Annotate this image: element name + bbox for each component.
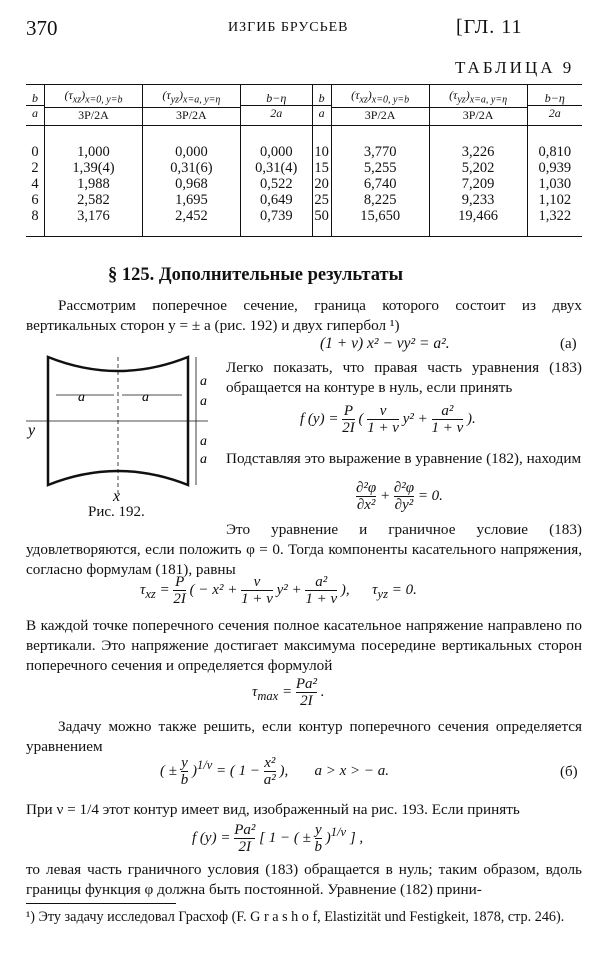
table-cell: 8 xyxy=(31,208,39,225)
paragraph-5: В каждой точке поперечного сечения полное касательное напряжение направлено по вертикали. Это напряжение достигает максимума посередине вертикальных сторон поперечного сечения и определяется формулой xyxy=(26,617,582,674)
section-title: § 125. Дополнительные результаты xyxy=(108,265,404,285)
table-cell: 1,322 xyxy=(527,208,582,237)
footnote-rule xyxy=(26,903,176,904)
table-cell: 3,226 xyxy=(429,126,527,161)
equation-a-tag: (а) xyxy=(560,336,577,352)
equation-f-y: f (y) = $\frac{P}{2I}$ ( $\frac{\nu}{1 + \nu}$ y² + $\frac{\text{a²}}{1 + \nu}$ ). xyxy=(300,403,476,436)
table-caption: ТАБЛИЦА 9 xyxy=(455,58,575,77)
page-number: 370 xyxy=(26,16,58,40)
table-cell: 0,000 xyxy=(142,126,240,161)
equation-tau: $\tau_{xz}$ = $\frac{P}{2I}$ ( − x² + $\frac{\nu}{1 + \nu}$ y² + $\frac{\text{a²}}{1 + \nu}$ ), $\tau_{yz} = 0$. xyxy=(140,574,417,607)
running-title: ИЗГИБ БРУСЬЕВ xyxy=(228,20,349,35)
table-cell: 0,31(6) xyxy=(142,160,240,176)
table-cell: 0,522 xyxy=(240,176,312,192)
table-cell: 15,650 xyxy=(331,208,429,237)
label-a-bottom2: a xyxy=(200,452,207,467)
table-cell: 6,740 xyxy=(331,176,429,192)
table-row xyxy=(26,176,582,192)
table-row xyxy=(26,126,582,161)
footnote: ¹) Эту задачу исследовал Грасхоф (F. G r a s h o f, Elastizität und Festigkeit, 1878, стр. 246). xyxy=(26,909,565,925)
table-cell: 20 xyxy=(312,176,331,192)
paragraph-4: Это уравнение и граничное условие (183) удовлетворяются, если положить φ = 0. Тогда компоненты касательного напряжения, согласно формулам (181), равны xyxy=(26,521,582,578)
label-y-axis: y xyxy=(28,422,36,439)
label-a-left: a xyxy=(78,390,85,405)
table-cell: 8,225 xyxy=(331,192,429,208)
table-cell: 4 xyxy=(31,176,39,193)
figure-caption: Рис. 192. xyxy=(88,504,145,520)
table-cell: 1,030 xyxy=(527,176,582,192)
table-cell: 0,739 xyxy=(240,208,312,237)
label-a-top: a xyxy=(200,374,207,389)
equation-f-y-2: f (y) = $\frac{\text{Pa²}}{2I}$ [ 1 − ( ± $\frac{y}{b}$ )$^{1/\nu}$ ] , xyxy=(192,822,364,855)
equation-b-tag: (б) xyxy=(560,764,578,780)
figure-192 xyxy=(26,345,226,505)
table-header-row: b a $(\tau_{xz})_{x=0, y=b}$ 3P/2A $(\tau_{yz})_{x=a, y=\eta}$ 3P/2A b−η 2a b a $(\tau_{xz})_{x=0, y=b}$ 3P/2A $(\tau_{yz})_{x=a, y=\eta}$ 3P/2A b−η 2a xyxy=(26,85,582,126)
table-cell: 9,233 xyxy=(429,192,527,208)
paragraph-3: Подставляя это выражение в уравнение (182), находим xyxy=(226,450,582,467)
table-cell: 1,39(4) xyxy=(45,160,143,176)
table-row xyxy=(26,192,582,208)
table-cell: 3,176 xyxy=(45,208,143,237)
table-row xyxy=(26,208,582,237)
table-cell: 0,31(4) xyxy=(240,160,312,176)
table-cell: 1,000 xyxy=(45,126,143,161)
table-cell: 25 xyxy=(312,192,331,208)
table-cell: 0,968 xyxy=(142,176,240,192)
data-table xyxy=(26,84,582,237)
table-cell: 10 xyxy=(312,126,331,161)
table-cell: 3,770 xyxy=(331,126,429,161)
table-cell: 2,452 xyxy=(142,208,240,237)
table-cell: 15 xyxy=(312,160,331,176)
equation-b: ( ± $\frac{y}{b}$ )$^{1/\nu}$ = ( 1 − $\frac{\text{x²}}{\text{a²}}$ ), a > x > − a. xyxy=(160,755,390,788)
table-cell: 2 xyxy=(31,160,39,177)
chapter-label: [ГЛ. 11 xyxy=(456,16,523,38)
table-cell: 5,202 xyxy=(429,160,527,176)
table-cell: 1,695 xyxy=(142,192,240,208)
table-cell: 0,649 xyxy=(240,192,312,208)
paragraph-6: Задачу можно также решить, если контур поперечного сечения определяется уравнением xyxy=(26,718,582,755)
table-cell: 7,209 xyxy=(429,176,527,192)
label-a-top2: a xyxy=(200,394,207,409)
equation-laplace: $\frac{\text{∂²φ}}{\text{∂x²}}$ + $\frac{\text{∂²φ}}{\text{∂y²}}$ = 0. xyxy=(356,480,443,513)
table-cell: 2,582 xyxy=(45,192,143,208)
equation-tau-max: $\tau_{max}$ = $\frac{\text{Pa²}}{2I}$ . xyxy=(252,676,325,709)
table-cell: 6 xyxy=(31,192,39,209)
table-cell: 0,000 xyxy=(240,126,312,161)
label-a-right: a xyxy=(142,390,149,405)
table-row xyxy=(26,160,582,176)
paragraph-2: Легко показать, что правая часть уравнения (183) обращается на контуре в нуль, если принять xyxy=(226,359,582,396)
table-cell: 5,255 xyxy=(331,160,429,176)
table-cell: 0 xyxy=(31,144,39,161)
paragraph-7: При ν = 1/4 этот контур имеет вид, изображенный на рис. 193. Если принять xyxy=(26,801,520,818)
table-cell: 0,810 xyxy=(527,126,582,161)
paragraph-1: Рассмотрим поперечное сечение, граница которого состоит из двух вертикальных сторон y = ± a (рис. 192) и двух гипербол ¹) xyxy=(26,297,582,334)
table-cell: 50 xyxy=(312,208,331,237)
equation-a: (1 + ν) x² − νy² = a². xyxy=(320,335,450,352)
table-cell: 1,102 xyxy=(527,192,582,208)
table-cell: 1,988 xyxy=(45,176,143,192)
label-a-bottom: a xyxy=(200,434,207,449)
label-x-axis: x xyxy=(113,488,121,505)
paragraph-8: то левая часть граничного условия (183) обращается в нуль; таким образом, вдоль границы функция φ должна быть постоянной. Уравнение (182) прини- xyxy=(26,861,582,898)
table-cell: 0,939 xyxy=(527,160,582,176)
table-cell: 19,466 xyxy=(429,208,527,237)
